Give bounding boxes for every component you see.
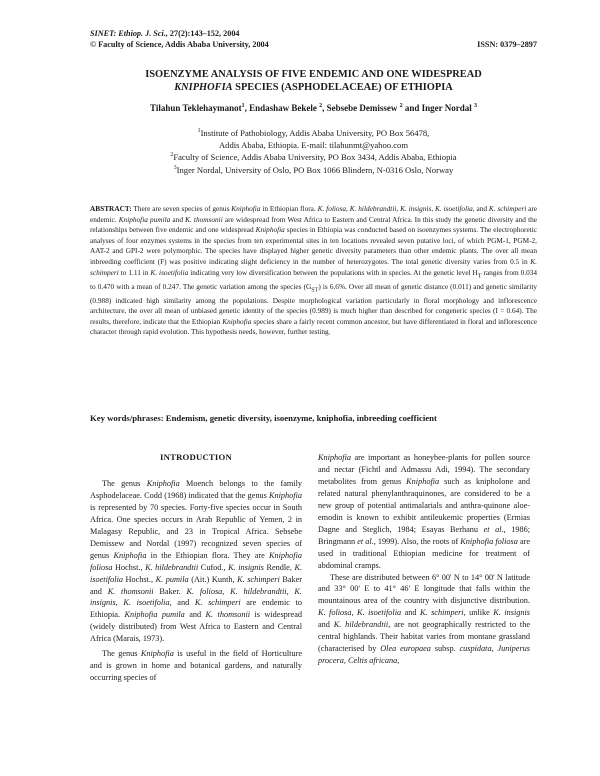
paragraph: The genus Kniphofia is useful in the field of Horticulture and is grown in home and botanical gardens, and naturally occurring species of xyxy=(90,649,302,683)
author-list: Tilahun Teklehaymanot$^1$, Endashaw Bekele $^2$, Sebsebe Demissew $^2$ and Inger Nordal $^3$ xyxy=(150,103,477,113)
abstract-label: ABSTRACT: xyxy=(90,204,132,213)
affiliation-1: $^1$Institute of Pathobiology, Addis Ababa University, PO Box 56478, xyxy=(197,128,430,138)
running-head xyxy=(90,28,537,50)
title-line-1: ISOENZYME ANALYSIS OF FIVE ENDEMIC AND ONE WIDESPREAD xyxy=(145,69,482,80)
author-name: Tilahun Teklehaymanot xyxy=(150,103,242,113)
paragraph: These are distributed between 6° 00' N to 14° 00' N latitude and 33° 00' E to 41° 46' E longitude that falls within the mountainous area of the country with disjunctive distribution. K. foliosa, K. isoetifolia and K. schimperi, unlike K. insignis and K. hildebrandtii, are not geographically restricted to the central highlands. Their habitat varies from montane grassland (characterised by Olea europaea subsp. cuspidata, Juniperus procera, Celtis africana, xyxy=(318,572,531,666)
journal-name: SINET: Ethiop. J. Sci., xyxy=(90,29,168,38)
keywords: Key words/phrases: Endemism, genetic diversity, isoenzyme, kniphofia, inbreeding coefficient xyxy=(90,413,437,423)
running-head-line-2 xyxy=(90,39,537,50)
issn: ISSN: 0379–2897 xyxy=(477,40,537,49)
title-line-2: KNIPHOFIA SPECIES (ASPHODELACEAE) OF ETHIOPIA xyxy=(174,82,453,93)
body-column-left xyxy=(90,452,302,684)
affiliation-1-cont: Addis Ababa, Ethiopia. E-mail: tilahunmt@yahoo.com xyxy=(218,140,409,151)
affiliations xyxy=(90,127,537,176)
author-name: Sebsebe Demissew xyxy=(326,103,398,113)
affiliation-3: $^3$Inger Nordal, University of Oslo, PO Box 1066 Blindern, N-0316 Oslo, Norway xyxy=(173,164,454,175)
paper-title xyxy=(90,68,537,94)
body-column-right xyxy=(318,452,530,667)
author-name: Endashaw Bekele xyxy=(249,103,317,113)
paragraph: Kniphofia are important as honeybee-plants for pollen source and nectar (Fichtl and Admassu Adi, 1994). The secondary metabolites from genus Kniphofia such as knipholone and related natural phenylanthraquinones, are considered to be a new group of potential antimalarials and anthra-quinone aloe-emodin is known to exhibit antileukemic properties (Ermias Dagne and Steglich, 1984; Esayas Berhanu et al., 1986; Bringmann et al., 1999). Also, the roots of Kniphofia foliosa are used in traditional Ethiopian medicine for treatment of abdominal cramps. xyxy=(318,453,531,570)
paragraph: The genus Kniphofia Moench belongs to the family Asphodelaceae. Codd (1968) indicated that the genus Kniphofia is represented by 70 species. Forty-five species occur in South Africa. One species occurs in Arab Republic of Yemen, 2 in Malagasy Republic, and 23 in Tropical Africa. Sebsebe Demissew and Nordal (1997) recognized seven species of genus Kniphofia in the Ethiopian flora. They are Kniphofia foliosa Hochst., K. hildebrandtii Cufod., K. insignis Rendle, K. isoetifolia Hochst., K. pumila (Ait.) Kunth, K. schimperi Baker and K. thomsonii Baker. K. foliosa, K. hildebrandtii, K. insignis, K. isoetifolia, and K. schimperi are endemic to Ethiopia. Kniphofia pumila and K. thomsonii is widespread (widely distributed) from West Africa to Eastern and Central Africa (Marais, 1973). xyxy=(90,478,303,644)
author-name: Inger Nordal xyxy=(421,103,472,113)
abstract: ABSTRACT: There are seven species of genus Kniphofia in Ethiopian flora. K. foliosa, K. hildebrandtii, K. insignis, K. isoetifolia, and K. schimperi are endemic. Kniphofia pumila and K. thomsonii are widespread from West Africa to Eastern and Central Africa. In this study the genetic diversity and the relationships between five endemic and one widespread Kniphofia species in Ethiopia was conducted based on isoenzymes systems. The electrophoretic analyses of four enzymes systems in the species from ten experimental sites in ten locations revealed seven putative loci, of which PGM-1, PGM-2, AAT-2 and GPI-2 were polymorphic. The species have displayed higher genetic diversity parameters than other endemic plants. The over all mean inbreeding coefficient (F) was positive indicating slight deficiency in the number of heterozygotes. The total genetic diversity varies from 0.5 in K. schimperi to 1.11 in K. isoetifolia indicating very low diversification between the populations with in species. At the genetic level $H_T$ ranges from 0.034 to 0.470 with a mean of 0.247. The genetic variation among the species $(G_{ST})$ is 6.6%. Over all mean of genetic distance (0.011) and genetic similarity (0.988) indicated high similarity among the populations. Despite morphological variation particularly in floral morphology and inflorescence architecture, the over all mean of unbiased genetic identity of the species (0.989) is much higher than described for congeneric species (I = 0.64). The results, therefore, indicate that the Ethiopian Kniphofia species share a fairly recent common ancestor, but have differentiated in floral and inflorescence character through rapid evolution. This hypothesis needs, however, further testing. xyxy=(90,204,538,337)
journal-volume: 27(2):143–152, 2004 xyxy=(169,29,240,38)
section-heading: INTRODUCTION xyxy=(160,452,232,462)
affiliation-2: $^2$Faculty of Science, Addis Ababa University, PO Box 3434, Addis Ababa, Ethiopia xyxy=(170,152,457,163)
running-head-line-1 xyxy=(90,28,537,39)
copyright: © Faculty of Science, Addis Ababa University, 2004 xyxy=(90,40,269,49)
